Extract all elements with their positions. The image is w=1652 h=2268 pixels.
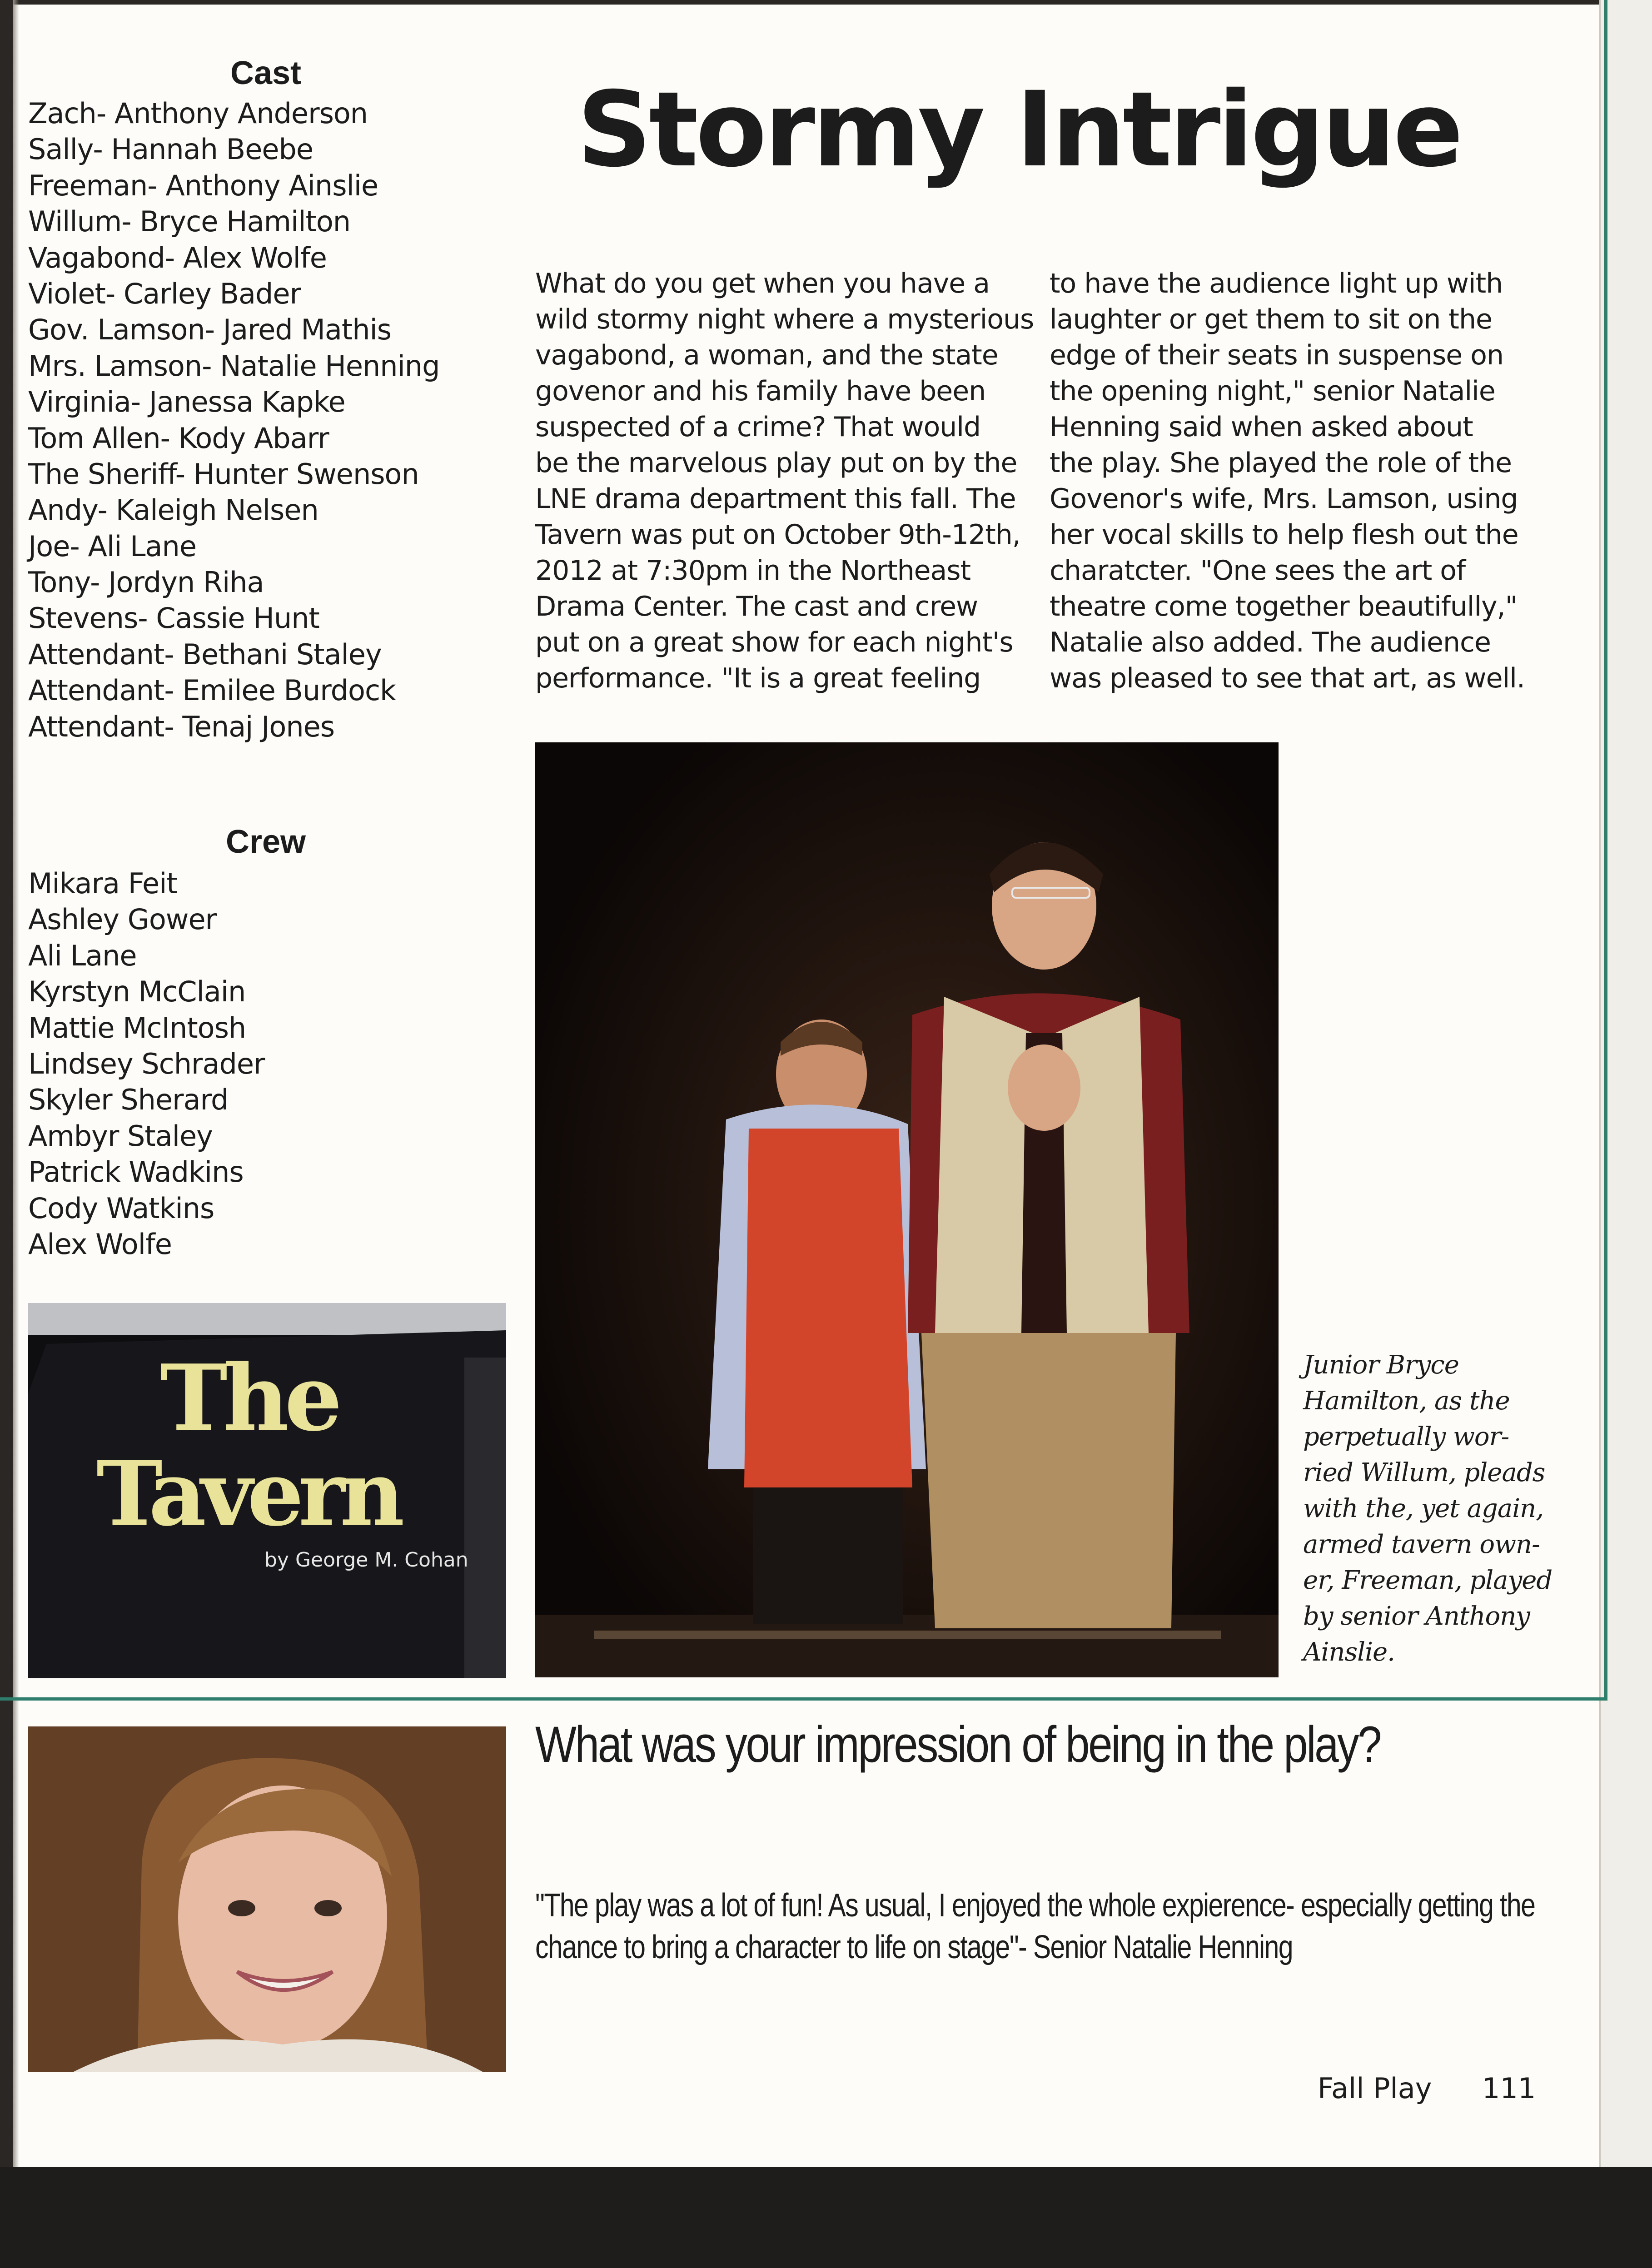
- caption-line: ried Willum, pleads: [1303, 1458, 1545, 1487]
- cast-member: Virginia- Janessa Kapke: [28, 385, 345, 419]
- cast-member: Mrs. Lamson- Natalie Henning: [28, 349, 440, 383]
- photo-caption: [1303, 1347, 1552, 1670]
- article-line: Tavern was put on October 9th-12th,: [535, 519, 1020, 551]
- cast-member: Tom Allen- Kody Abarr: [28, 421, 329, 455]
- article-line: Henning said when asked about: [1050, 411, 1473, 443]
- cast-member: The Sheriff- Hunter Swenson: [28, 457, 419, 491]
- cast-member: Violet- Carley Bader: [28, 277, 301, 310]
- article-title: Stormy Intrigue: [577, 69, 1461, 190]
- section-divider: [0, 1697, 1607, 1701]
- page-top-edge: [0, 0, 1652, 5]
- cast-member: Andy- Kaleigh Nelsen: [28, 493, 318, 527]
- interview-question: What was your impression of being in the play?: [535, 1716, 1381, 1773]
- accent-vertical-rule: [1604, 0, 1607, 1699]
- crew-member: Kyrstyn McClain: [28, 975, 246, 1009]
- portrait-photo: [28, 1726, 506, 2072]
- cast-heading: Cast: [230, 55, 302, 91]
- crew-list: [28, 865, 510, 1262]
- tavern-poster-photo: [28, 1303, 506, 1678]
- article-line: edge of their seats in suspense on: [1050, 339, 1503, 371]
- cast-member: Attendant- Bethani Staley: [28, 637, 382, 671]
- article-line: wild stormy night where a mysterious: [535, 303, 1034, 335]
- quote-line: "The play was a lot of fun! As usual, I enjoyed the whole expierence- especially getting the: [535, 1887, 1535, 1924]
- caption-line: Ainslie.: [1303, 1637, 1395, 1667]
- article-line: 2012 at 7:30pm in the Northeast: [535, 555, 971, 587]
- article-line: be the marvelous play put on by the: [535, 447, 1017, 479]
- caption-line: perpetually wor-: [1303, 1422, 1509, 1452]
- article-line: vagabond, a woman, and the state: [535, 339, 998, 371]
- cast-member: Freeman- Anthony Ainslie: [28, 169, 378, 202]
- article-line: Govenor's wife, Mrs. Lamson, using: [1050, 483, 1518, 515]
- crew-member: Cody Watkins: [28, 1191, 214, 1225]
- crew-member: Ambyr Staley: [28, 1119, 213, 1153]
- article-line: performance. "It is a great feeling: [535, 662, 981, 694]
- article-line: charatcter. "One sees the art of: [1050, 555, 1466, 587]
- interview-quote: [535, 1885, 1535, 1968]
- article-line: govenor and his family have been: [535, 375, 986, 407]
- caption-line: Junior Bryce: [1303, 1350, 1459, 1380]
- crew-member: Ali Lane: [28, 939, 137, 972]
- poster-title-line2: Tavern: [96, 1442, 399, 1546]
- cast-member: Willum- Bryce Hamilton: [28, 205, 351, 239]
- crew-member: Skyler Sherard: [28, 1083, 229, 1117]
- cast-member: Sally- Hannah Beebe: [28, 133, 313, 166]
- article-line: LNE drama department this fall. The: [535, 483, 1016, 515]
- page-bottom-edge: [0, 2167, 1652, 2268]
- crew-member: Alex Wolfe: [28, 1227, 172, 1261]
- article-column-1: [535, 266, 1034, 696]
- cast-member: Zach- Anthony Anderson: [28, 97, 368, 130]
- crew-member: Lindsey Schrader: [28, 1047, 265, 1080]
- binding-spine: [0, 0, 13, 2268]
- cast-member: Stevens- Cassie Hunt: [28, 602, 319, 635]
- crew-member: Patrick Wadkins: [28, 1155, 244, 1189]
- article-line: put on a great show for each night's: [535, 627, 1013, 658]
- cast-member: Gov. Lamson- Jared Mathis: [28, 313, 392, 347]
- crew-member: Ashley Gower: [28, 903, 217, 936]
- caption-line: Hamilton, as the: [1303, 1386, 1510, 1416]
- page-number: 111: [1482, 2072, 1536, 2105]
- article-line: suspected of a crime? That would: [535, 411, 981, 443]
- quote-line: chance to bring a character to life on stage"- Senior Natalie Henning: [535, 1929, 1293, 1965]
- article-line: the play. She played the role of the: [1050, 447, 1512, 479]
- poster-byline: by George M. Cohan: [264, 1548, 468, 1572]
- article-line: her vocal skills to help flesh out the: [1050, 519, 1518, 551]
- article-column-2: [1050, 266, 1540, 696]
- article-line: Drama Center. The cast and crew: [535, 591, 978, 622]
- caption-line: er, Freeman, played: [1303, 1566, 1552, 1595]
- article-line: What do you get when you have a: [535, 268, 990, 299]
- article-line: laughter or get them to sit on the: [1050, 303, 1492, 335]
- crew-heading: Crew: [225, 824, 306, 860]
- cast-member: Attendant- Emilee Burdock: [28, 674, 396, 707]
- cast-member: Tony- Jordyn Riha: [28, 566, 264, 599]
- article-line: was pleased to see that art, as well.: [1050, 662, 1525, 694]
- footer-section-label: Fall Play: [1318, 2072, 1432, 2105]
- cast-member: Attendant- Tenaj Jones: [28, 710, 335, 743]
- article-line: the opening night," senior Natalie: [1050, 375, 1495, 407]
- article-line: to have the audience light up with: [1050, 268, 1503, 299]
- crew-member: Mikara Feit: [28, 867, 177, 900]
- article-line: theatre come together beautifully,": [1050, 591, 1518, 622]
- cast-list: [28, 95, 510, 745]
- poster-title-line1: The: [160, 1345, 338, 1452]
- cast-member: Joe- Ali Lane: [28, 529, 196, 563]
- caption-line: with the, yet again,: [1303, 1494, 1544, 1523]
- cast-member: Vagabond- Alex Wolfe: [28, 241, 327, 274]
- caption-line: by senior Anthony: [1303, 1602, 1530, 1631]
- stage-photo: [535, 742, 1279, 1677]
- article-line: Natalie also added. The audience: [1050, 627, 1491, 658]
- caption-line: armed tavern own-: [1303, 1530, 1540, 1559]
- crew-member: Mattie McIntosh: [28, 1011, 246, 1044]
